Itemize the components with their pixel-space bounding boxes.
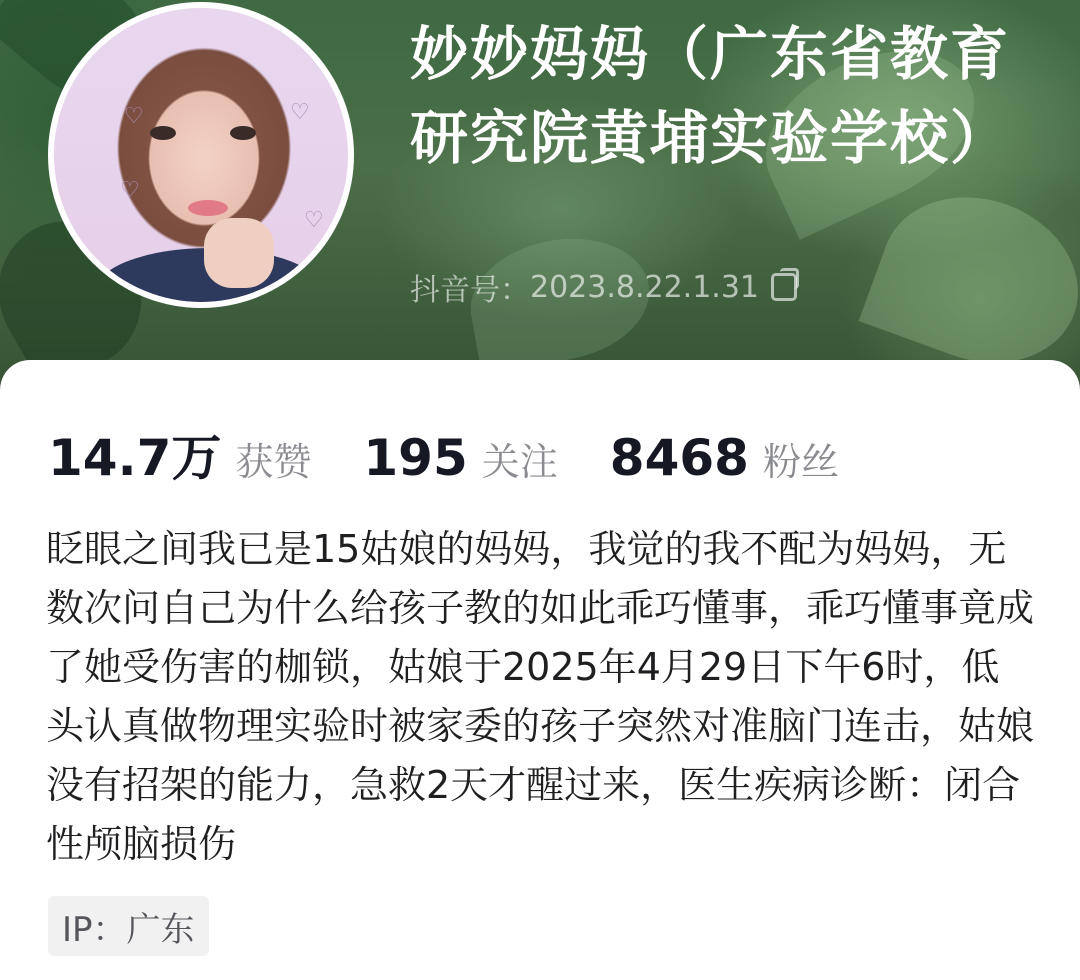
avatar[interactable] [48,2,354,308]
stat-value: 195 [363,429,468,487]
douyin-id-label: 抖音号： [410,273,530,308]
stat-likes[interactable] [48,418,311,490]
avatar-hand [204,218,274,288]
leaf-decoration [859,171,1080,390]
stat-value: 14.7万 [48,429,222,487]
profile-bio: 眨眼之间我已是15姑娘的妈妈，我觉的我不配为妈妈，无数次问自己为什么给孩子教的如此乖巧懂事，乖巧懂事竟成了她受伤害的枷锁，姑娘于2025年4月29日下午6时，低头认真做物理实验时被家委的孩子突然对准脑门连击，姑娘没有招架的能力，急救2天才醒过来，医生疾病诊断：闭合性颅脑损伤 [46,527,1035,866]
profile-info-card [0,360,1080,980]
avatar-eye [230,126,256,140]
profile-header-background [0,0,1080,420]
ip-location-tag: IP：广东 [48,896,209,956]
heart-sticker-icon: ♡ [290,100,310,125]
profile-name: 妙妙妈妈（广东省教育研究院黄埔实验学校） [410,20,1011,172]
stat-label: 关注 [481,440,558,484]
stat-following[interactable] [363,429,557,487]
stats-row [48,418,891,490]
douyin-id-value: 2023.8.22.1.31 [530,269,760,305]
stat-label: 粉丝 [762,440,839,484]
avatar-eye [150,126,176,140]
heart-sticker-icon: ♡ [304,208,324,233]
stat-followers[interactable] [610,429,839,487]
heart-sticker-icon: ♡ [124,104,144,129]
stat-label: 获赞 [235,440,312,484]
avatar-lips [188,200,228,216]
stat-value: 8468 [609,429,749,487]
heart-sticker-icon: ♡ [120,178,140,203]
douyin-id-row[interactable] [410,262,797,312]
copy-icon[interactable] [771,273,797,301]
